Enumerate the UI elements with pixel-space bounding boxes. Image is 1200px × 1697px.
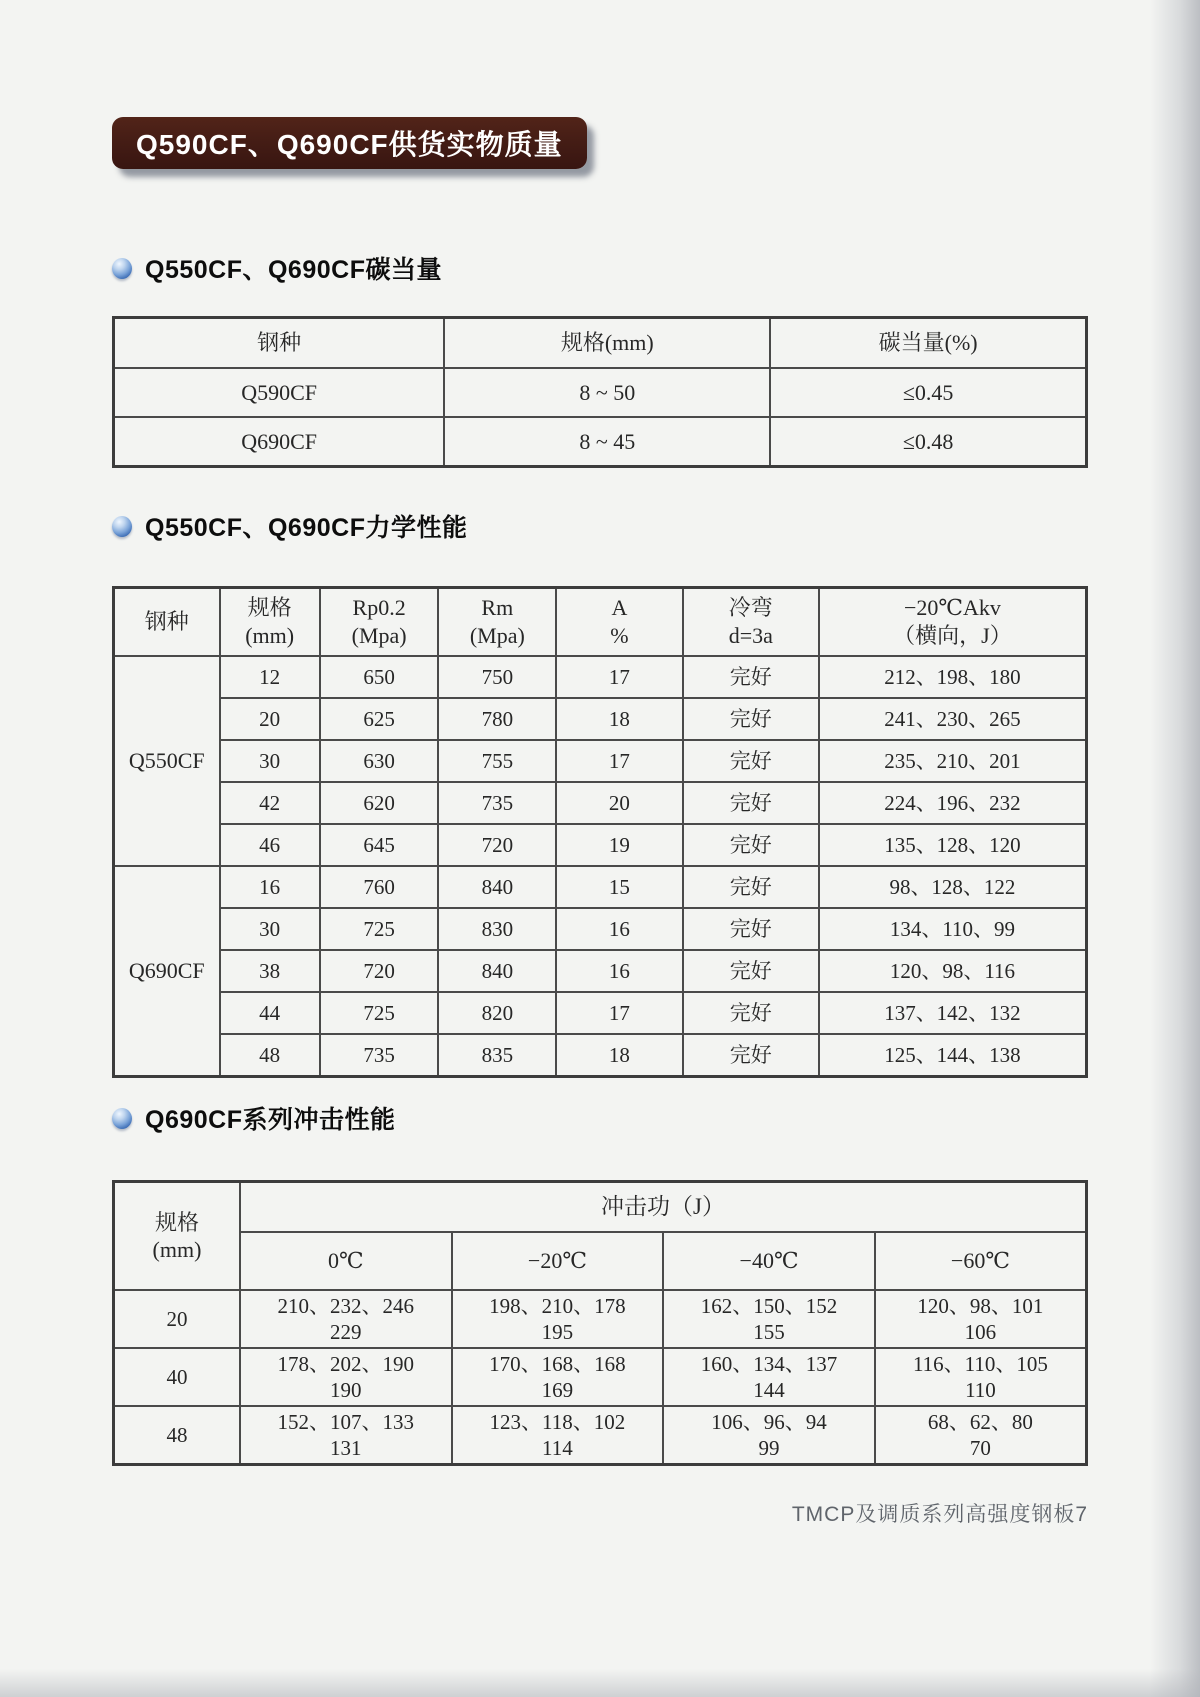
value-line: 123、118、102	[489, 1410, 626, 1434]
ceq-cell: ≤0.48	[770, 417, 1086, 467]
header-line: (mm)	[152, 1237, 202, 1262]
column-header-spec: 规格(mm)	[444, 318, 770, 369]
value-line: 195	[541, 1320, 574, 1344]
column-header-rp02	[320, 588, 439, 657]
rm-cell: 820	[438, 992, 556, 1034]
rp02-cell: 630	[320, 740, 439, 782]
value-line: 152、107、133	[277, 1410, 415, 1434]
akv-cell: 224、196、232	[819, 782, 1087, 824]
rp02-cell: 650	[320, 656, 439, 698]
value-line: 178、202、190	[277, 1352, 415, 1376]
elongation-cell: 19	[556, 824, 682, 866]
column-header-elongation	[556, 588, 682, 657]
impact-value-cell	[875, 1290, 1087, 1348]
section-heading-carbon	[112, 250, 442, 286]
impact-value-cell	[875, 1348, 1087, 1406]
rp02-cell: 725	[320, 908, 439, 950]
rm-cell: 840	[438, 866, 556, 908]
mechanical-properties-table	[112, 586, 1088, 1078]
table-row	[114, 368, 1087, 417]
coldbend-cell: 完好	[683, 824, 819, 866]
impact-value-cell	[452, 1406, 664, 1465]
elongation-cell: 17	[556, 740, 682, 782]
akv-cell: 134、110、99	[819, 908, 1087, 950]
bullet-ball-icon	[112, 1108, 132, 1129]
elongation-cell: 17	[556, 656, 682, 698]
value-line: 198、210、178	[489, 1294, 626, 1318]
rp02-cell: 620	[320, 782, 439, 824]
spec-cell: 44	[220, 992, 320, 1034]
column-header-temp-0: 0℃	[240, 1232, 452, 1290]
table-header-row	[114, 1232, 1087, 1290]
rp02-cell: 720	[320, 950, 439, 992]
value-line: 229	[330, 1320, 362, 1344]
header-line: A	[611, 595, 628, 620]
header-line: d=3a	[728, 623, 773, 648]
value-line: 120、98、101	[917, 1294, 1044, 1318]
rm-cell: 830	[438, 908, 556, 950]
spec-cell: 46	[220, 824, 320, 866]
impact-value-cell	[875, 1406, 1087, 1465]
spec-cell: 20	[220, 698, 320, 740]
elongation-cell: 20	[556, 782, 682, 824]
table-row	[114, 698, 1087, 740]
header-line: 规格	[247, 595, 292, 620]
akv-cell: 241、230、265	[819, 698, 1087, 740]
header-line: （横向，J）	[893, 623, 1012, 648]
spec-cell: 12	[220, 656, 320, 698]
ceq-cell: ≤0.45	[770, 368, 1086, 417]
value-line: 68、62、80	[927, 1410, 1033, 1434]
column-header-steel: 钢种	[114, 318, 445, 369]
page-footer: TMCP及调质系列高强度钢板7	[791, 1503, 1088, 1526]
coldbend-cell: 完好	[683, 656, 819, 698]
elongation-cell: 18	[556, 1034, 682, 1077]
steel-grade-cell: Q690CF	[114, 866, 220, 1077]
table-header-row	[114, 318, 1087, 369]
akv-cell: 98、128、122	[819, 866, 1087, 908]
coldbend-cell: 完好	[683, 740, 819, 782]
elongation-cell: 15	[556, 866, 682, 908]
impact-value-cell	[240, 1406, 452, 1465]
rm-cell: 750	[438, 656, 556, 698]
value-line: 190	[330, 1378, 362, 1402]
scan-edge-bottom	[0, 1669, 1200, 1697]
impact-value-cell	[452, 1290, 664, 1348]
header-line: (Mpa)	[351, 623, 407, 648]
column-header-coldbend	[683, 588, 819, 657]
value-line: 116、110、105	[912, 1352, 1048, 1376]
column-header-spec	[114, 1182, 240, 1291]
table-row	[114, 866, 1087, 908]
coldbend-cell: 完好	[683, 992, 819, 1034]
coldbend-cell: 完好	[683, 782, 819, 824]
spec-cell: 38	[220, 950, 320, 992]
table-header-row	[114, 588, 1087, 657]
value-line: 170、168、168	[489, 1352, 626, 1376]
value-line: 160、134、137	[700, 1352, 838, 1376]
impact-value-cell	[663, 1348, 875, 1406]
rm-cell: 780	[438, 698, 556, 740]
table-row	[114, 992, 1087, 1034]
spec-cell: 8 ~ 50	[444, 368, 770, 417]
value-line: 155	[753, 1320, 785, 1344]
value-line: 106	[964, 1320, 997, 1344]
impact-value-cell	[240, 1348, 452, 1406]
column-header-spec	[220, 588, 320, 657]
akv-cell: 135、128、120	[819, 824, 1087, 866]
coldbend-cell: 完好	[683, 866, 819, 908]
table-row	[114, 1406, 1087, 1465]
impact-value-cell	[240, 1290, 452, 1348]
scan-edge-right	[1150, 0, 1200, 1697]
value-line: 110	[965, 1378, 996, 1402]
table-row	[114, 824, 1087, 866]
header-line: Rm	[481, 595, 514, 620]
page-title-text: Q590CF、Q690CF供货实物质量	[136, 129, 563, 160]
section-heading-text: Q550CF、Q690CF力学性能	[145, 514, 468, 542]
header-line: Rp0.2	[352, 595, 406, 620]
bullet-ball-icon	[112, 258, 132, 279]
value-line: 99	[758, 1436, 780, 1460]
akv-cell: 125、144、138	[819, 1034, 1087, 1077]
steel-grade-cell: Q690CF	[114, 417, 445, 467]
column-header-impact-energy: 冲击功（J）	[240, 1182, 1087, 1233]
value-line: 169	[541, 1378, 574, 1402]
rp02-cell: 760	[320, 866, 439, 908]
coldbend-cell: 完好	[683, 1034, 819, 1077]
column-header-ceq: 碳当量(%)	[770, 318, 1086, 369]
section-heading-text: Q550CF、Q690CF碳当量	[145, 256, 442, 284]
rm-cell: 840	[438, 950, 556, 992]
akv-cell: 235、210、201	[819, 740, 1087, 782]
header-line: (mm)	[245, 623, 295, 648]
table-row	[114, 1348, 1087, 1406]
value-line: 144	[753, 1378, 785, 1402]
column-header-rm	[438, 588, 556, 657]
impact-value-cell	[452, 1348, 664, 1406]
spec-cell: 8 ~ 45	[444, 417, 770, 467]
spec-cell: 42	[220, 782, 320, 824]
section-heading-impact	[112, 1100, 395, 1136]
column-header-temp-minus20: −20℃	[452, 1232, 664, 1290]
coldbend-cell: 完好	[683, 908, 819, 950]
impact-energy-table	[112, 1180, 1088, 1466]
table-row	[114, 908, 1087, 950]
elongation-cell: 16	[556, 908, 682, 950]
coldbend-cell: 完好	[683, 950, 819, 992]
table-row	[114, 417, 1087, 467]
rp02-cell: 725	[320, 992, 439, 1034]
value-line: 114	[542, 1436, 573, 1460]
spec-cell: 30	[220, 740, 320, 782]
column-header-temp-minus40: −40℃	[663, 1232, 875, 1290]
steel-grade-cell: Q550CF	[114, 656, 220, 866]
coldbend-cell: 完好	[683, 698, 819, 740]
section-heading-text: Q690CF系列冲击性能	[145, 1106, 396, 1134]
header-line: 规格	[154, 1209, 199, 1235]
spec-cell: 40	[114, 1348, 240, 1406]
column-header-akv	[819, 588, 1087, 657]
spec-cell: 16	[220, 866, 320, 908]
rm-cell: 720	[438, 824, 556, 866]
value-line: 162、150、152	[700, 1294, 838, 1318]
table-row	[114, 782, 1087, 824]
column-header-steel	[114, 588, 220, 657]
rm-cell: 835	[438, 1034, 556, 1077]
header-line: (Mpa)	[469, 623, 525, 648]
elongation-cell: 18	[556, 698, 682, 740]
rm-cell: 735	[438, 782, 556, 824]
spec-cell: 48	[220, 1034, 320, 1077]
header-line: %	[610, 623, 629, 648]
column-header-temp-minus60: −60℃	[875, 1232, 1087, 1290]
table-row	[114, 1290, 1087, 1348]
rp02-cell: 735	[320, 1034, 439, 1077]
value-line: 70	[969, 1436, 991, 1460]
table-row	[114, 1034, 1087, 1077]
spec-cell: 48	[114, 1406, 240, 1465]
spec-cell: 20	[114, 1290, 240, 1348]
akv-cell: 212、198、180	[819, 656, 1087, 698]
page-title-badge	[112, 117, 587, 169]
value-line: 131	[330, 1436, 362, 1460]
table-header-row	[114, 1182, 1087, 1233]
section-heading-mechanical	[112, 508, 467, 544]
table-row	[114, 740, 1087, 782]
bullet-ball-icon	[112, 516, 132, 537]
carbon-equivalent-table	[112, 316, 1088, 468]
table-row	[114, 950, 1087, 992]
elongation-cell: 17	[556, 992, 682, 1034]
akv-cell: 120、98、116	[819, 950, 1087, 992]
rp02-cell: 625	[320, 698, 439, 740]
rp02-cell: 645	[320, 824, 439, 866]
value-line: 210、232、246	[277, 1294, 415, 1318]
rm-cell: 755	[438, 740, 556, 782]
table-row	[114, 656, 1087, 698]
spec-cell: 30	[220, 908, 320, 950]
header-line: −20℃Akv	[903, 595, 1001, 620]
steel-grade-cell: Q590CF	[114, 368, 445, 417]
elongation-cell: 16	[556, 950, 682, 992]
impact-value-cell	[663, 1290, 875, 1348]
header-line: 冷弯	[728, 595, 773, 620]
impact-value-cell	[663, 1406, 875, 1465]
header-line: 钢种	[144, 609, 189, 634]
value-line: 106、96、94	[711, 1410, 827, 1434]
akv-cell: 137、142、132	[819, 992, 1087, 1034]
